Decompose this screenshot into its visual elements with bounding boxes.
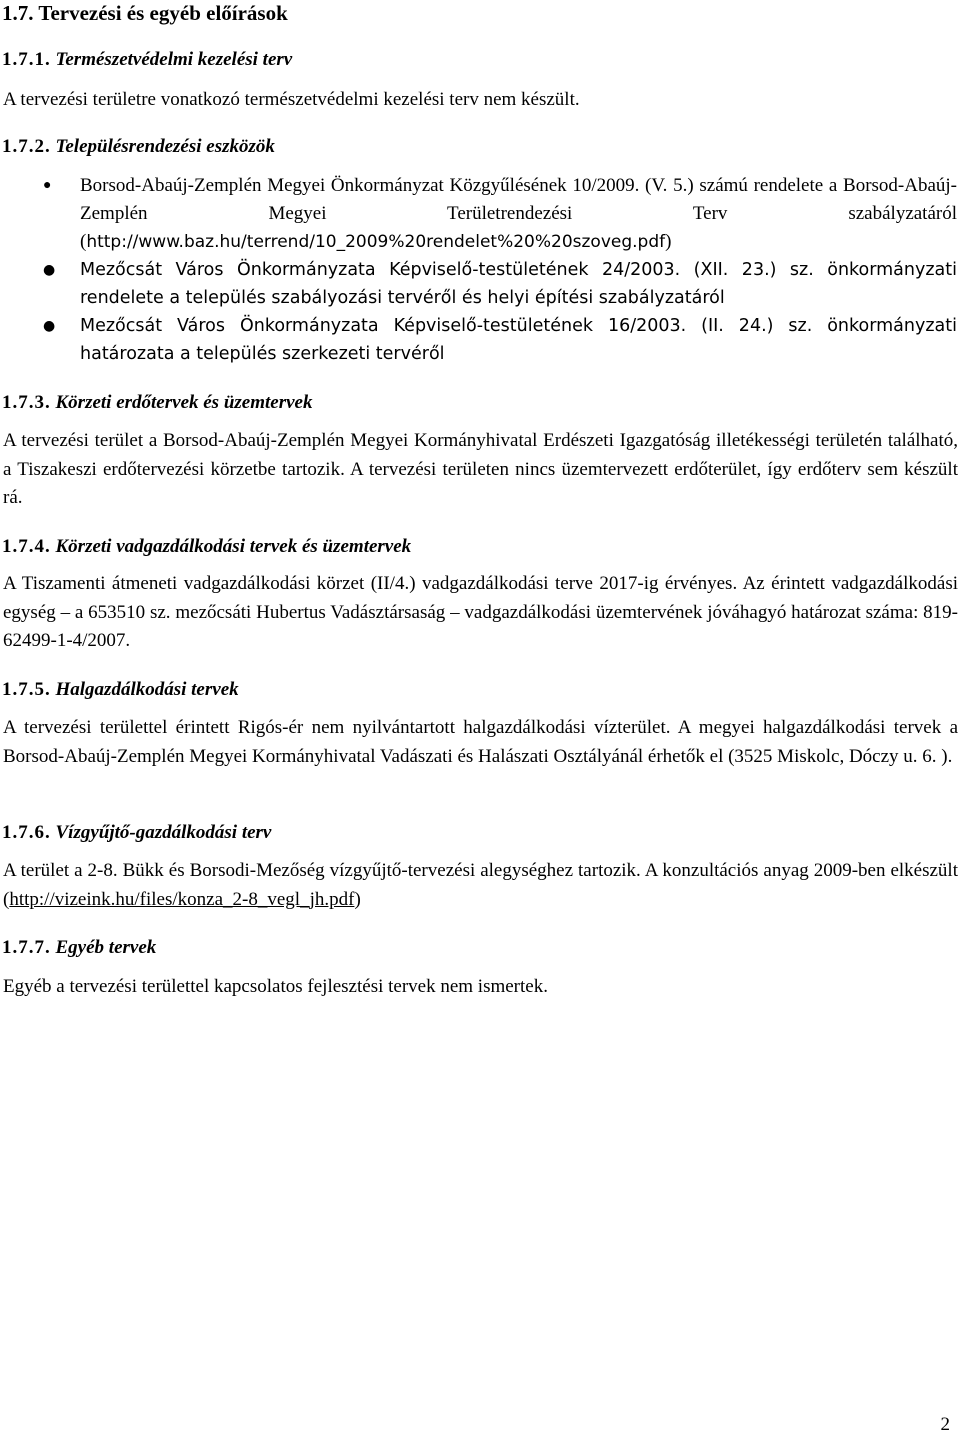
paragraph-vizgyujto bbox=[3, 857, 958, 914]
section-number: 1.7.4. bbox=[2, 536, 51, 557]
section-heading-1-7-4 bbox=[2, 535, 411, 559]
paragraph-text-end: ) bbox=[354, 888, 361, 910]
settlement-planning-list bbox=[0, 172, 957, 368]
main-heading: 1.7. Tervezési és egyéb előírások bbox=[2, 1, 288, 25]
vizeink-link[interactable]: http://vizeink.hu/files/konza_2-8_vegl_jh.pdf bbox=[9, 888, 355, 910]
section-title: Egyéb tervek bbox=[55, 937, 157, 958]
section-heading-1-7-5 bbox=[2, 678, 239, 702]
section-title: Településrendezési eszközök bbox=[55, 136, 275, 157]
page-number: 2 bbox=[940, 1414, 950, 1435]
section-title: Halgazdálkodási tervek bbox=[55, 679, 239, 700]
paragraph-vadgazdalkodas: A Tiszamenti átmeneti vadgazdálkodási körzet (II/4.) vadgazdálkodási terve 2017-ig érvényes. Az érintett vadgazdálkodási egység – a 653510 sz. mezőcsáti Hubertus Vadásztársaság – vadgazdálkodási üzemtervének jóváhagyó határozat száma: 819-62499-1-4/2007. bbox=[3, 573, 958, 651]
section-number: 1.7.6. bbox=[2, 822, 51, 843]
list-item bbox=[0, 172, 957, 256]
section-heading-1-7-6 bbox=[2, 821, 271, 845]
bullet-icon: ● bbox=[43, 262, 56, 278]
baz-link[interactable]: http://www.baz.hu/terrend/10_2009%20rendelet%20%20szoveg.pdf bbox=[86, 232, 666, 252]
list-item-text: Mezőcsát Város Önkormányzata Képviselő-testületének 16/2003. (II. 24.) sz. önkormányzati határozata a település szerkezeti tervéről bbox=[80, 316, 957, 364]
paragraph-erdotervek: A tervezési terület a Borsod-Abaúj-Zemplén Megyei Kormányhivatal Erdészeti Igazgatóság illetékességi területén található, a Tiszakeszi erdőtervezési körzetbe tartozik. A tervezési területen nincs üzemtervezett erdőterület, így erdőterv sem készült rá. bbox=[3, 430, 958, 508]
section-number: 1.7.3. bbox=[2, 392, 51, 413]
list-item-text: Mezőcsát Város Önkormányzata Képviselő-testületének 24/2003. (XII. 23.) sz. önkormányzati rendelete a település szabályozási tervéről és helyi építési szabályzatáról bbox=[80, 260, 957, 308]
list-item-text: Borsod-Abaúj-Zemplén Megyei Önkormányzat Közgyűlésének 10/2009. (V. 5.) számú rendelete a Borsod-Abaúj-Zemplén Megyei Területrendezési Terv szabályzatáról ( bbox=[80, 175, 957, 252]
section-heading-1-7-3 bbox=[2, 391, 312, 415]
section-title: Körzeti vadgazdálkodási tervek és üzemtervek bbox=[55, 536, 412, 557]
paragraph-egyeb-tervek: Egyéb a tervezési területtel kapcsolatos fejlesztési tervek nem ismertek. bbox=[3, 976, 548, 997]
section-number: 1.7.5. bbox=[2, 679, 51, 700]
section-title: Vízgyűjtő-gazdálkodási terv bbox=[55, 822, 272, 843]
paragraph-halgazdalkodas: A tervezési területtel érintett Rigós-ér nem nyilvántartott halgazdálkodási vízterület. A megyei halgazdálkodási tervek a Borsod-Abaúj-Zemplén Megyei Kormányhivatal Vadászati és Halászati Osztályánál érhetők el (3525 Miskolc, Dóczy u. 6. ). bbox=[3, 717, 958, 767]
section-number: 1.7.7. bbox=[2, 937, 51, 958]
bullet-icon: ● bbox=[43, 178, 52, 193]
list-item bbox=[0, 312, 957, 368]
bullet-icon: ● bbox=[43, 318, 56, 334]
section-number: 1.7.1. bbox=[2, 49, 51, 70]
list-item bbox=[0, 256, 957, 312]
paragraph-text: A terület a 2-8. Bükk és Borsodi-Mezőség vízgyűjtő-tervezési alegységhez tartozik. A konzultációs anyag 2009-ben elkészült ( bbox=[3, 860, 958, 910]
section-heading-1-7-2 bbox=[2, 135, 275, 159]
paragraph-kezelesi-terv: A tervezési területre vonatkozó természetvédelmi kezelési terv nem készült. bbox=[3, 89, 580, 110]
section-number: 1.7.2. bbox=[2, 136, 51, 157]
section-heading-1-7-7 bbox=[2, 936, 156, 960]
section-title: Természetvédelmi kezelési terv bbox=[55, 49, 293, 70]
section-title: Körzeti erdőtervek és üzemtervek bbox=[55, 392, 313, 413]
section-heading-1-7-1 bbox=[2, 48, 292, 72]
list-item-text-end: ) bbox=[665, 231, 672, 252]
